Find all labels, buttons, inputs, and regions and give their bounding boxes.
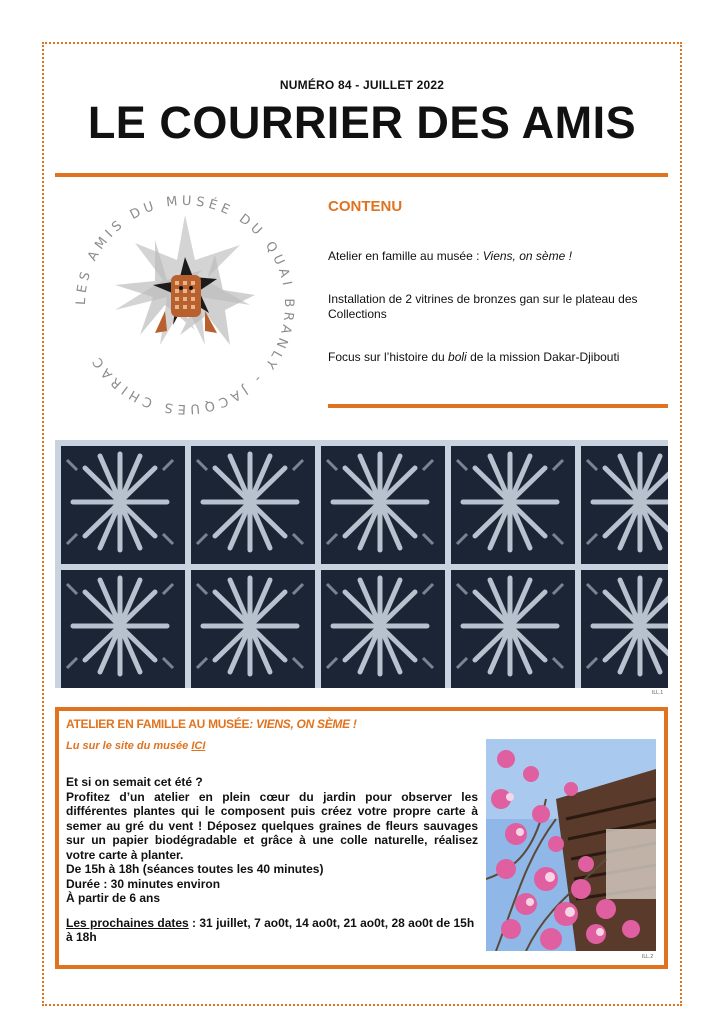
amis-du-musee-logo [55,185,315,425]
article-p3: De 15h à 18h (séances toutes les 40 minutes) [66,862,324,876]
logo-ring-text: LES AMIS DU MUSÉE DU QUAI BRANLY - JACQUES CHIRAC [73,193,297,417]
magnolia-photo [486,739,656,951]
contents-heading: CONTENU [328,198,403,215]
article-p1: Et si on semait cet été ? [66,775,203,789]
indigo-fabric-image [55,440,668,688]
article-source-link[interactable]: Lu sur le site du musée ICI [66,740,206,752]
divider-top [55,173,668,177]
ici-link[interactable]: ICI [191,740,206,752]
article-p5: À partir de 6 ans [66,891,161,905]
article-body [66,775,478,945]
issue-line: NUMÉRO 84 - JUILLET 2022 [279,78,445,92]
article-p2: Profitez d’un atelier en plein cœur du jardin pour observer les différentes plantes qui le composent puis créez votre propre carte à semer au gré du vent ! Déposez quelques graines de fleurs sauvages sur un papier biodégradable et grâce à une colle naturelle, réalisez votre carte à planter. [66,789,478,862]
caption-ill2: ILL.2 [642,954,654,960]
article-dates: Les prochaines dates : 31 juillet, 7 ao0t, 14 ao0t, 21 ao0t, 28 ao0t de 15h à 18h [66,915,475,944]
toc-item-boli: Focus sur l’histoire du boli de la mission Dakar-Djibouti [328,350,620,364]
toc-item-atelier: Atelier en famille au musée : Viens, on sème ! [328,249,572,263]
newsletter-title: LE COURRIER DES AMIS [87,97,637,148]
article-heading: ATELIER EN FAMILLE AU MUSÉE: VIENS, ON SÈME ! [66,717,357,731]
article-p4: Durée : 30 minutes environ [66,876,221,891]
caption-ill1: ILL.1 [652,690,664,696]
divider-contents [328,404,668,408]
toc-item-vitrines: Installation de 2 vitrines de bronzes gan sur le plateau des Collections [328,292,638,321]
